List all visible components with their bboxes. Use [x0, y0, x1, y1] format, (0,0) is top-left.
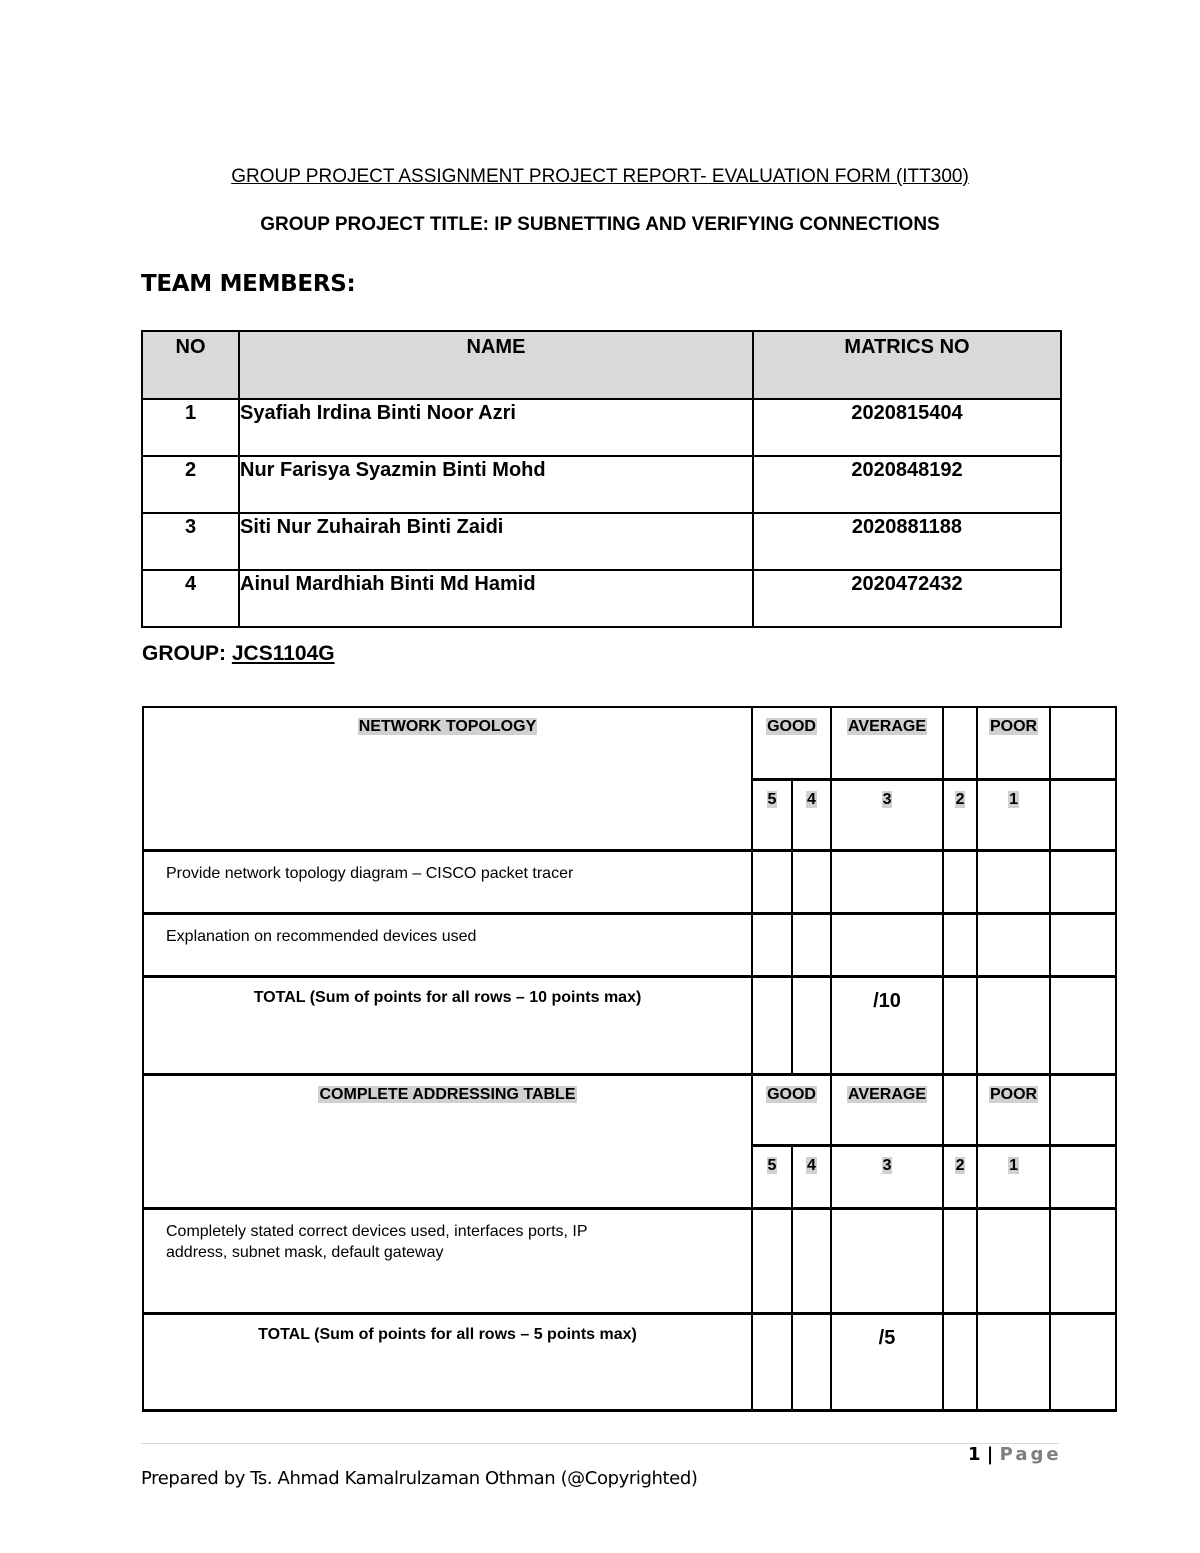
- page-number-value: 1: [968, 1444, 981, 1465]
- group-label: GROUP:: [142, 642, 232, 665]
- member-matric: 2020815404: [753, 399, 1061, 456]
- total-row: [143, 976, 1116, 1074]
- total-max: /10: [831, 976, 943, 1074]
- criterion-row: [143, 850, 1116, 913]
- poor-label: POOR: [989, 1085, 1038, 1103]
- team-members-label: TEAM MEMBERS:: [141, 271, 356, 297]
- mark-cell[interactable]: [943, 850, 977, 913]
- average-header-cell: [831, 1074, 943, 1145]
- criterion-text: Explanation on recommended devices used: [143, 913, 752, 976]
- page-number: [968, 1444, 1062, 1465]
- poor-label: POOR: [989, 718, 1038, 735]
- project-title: GROUP PROJECT TITLE: IP SUBNETTING AND VERIFYING CONNECTIONS: [260, 214, 940, 235]
- score-5: 5: [767, 1156, 777, 1174]
- mark-cell[interactable]: [1050, 850, 1116, 913]
- criterion-row: [143, 1208, 1116, 1313]
- mark-cell[interactable]: [1050, 1313, 1116, 1410]
- mark-cell[interactable]: [943, 976, 977, 1074]
- mark-cell[interactable]: [792, 1208, 831, 1313]
- average-label: AVERAGE: [848, 718, 926, 735]
- column-header-no: NO: [142, 331, 239, 399]
- score-cell: [977, 779, 1050, 850]
- blank-header-cell: [1050, 1074, 1116, 1145]
- member-matric: 2020472432: [753, 570, 1061, 627]
- criterion-row: [143, 913, 1116, 976]
- mark-cell[interactable]: [1050, 976, 1116, 1074]
- team-members-table: [141, 330, 1062, 628]
- mark-cell[interactable]: [943, 1313, 977, 1410]
- good-label: GOOD: [767, 718, 816, 735]
- blank-cell: [1050, 779, 1116, 850]
- mark-cell[interactable]: [943, 913, 977, 976]
- score-cell: [977, 1145, 1050, 1208]
- section-title-cell: [143, 1074, 752, 1208]
- blank-cell: [1050, 1145, 1116, 1208]
- member-matric: 2020881188: [753, 513, 1061, 570]
- member-matric: 2020848192: [753, 456, 1061, 513]
- mark-cell[interactable]: [752, 1313, 792, 1410]
- mark-cell[interactable]: [792, 850, 831, 913]
- mark-cell[interactable]: [1050, 913, 1116, 976]
- mark-cell[interactable]: [977, 1313, 1050, 1410]
- column-header-matrics: MATRICS NO: [753, 331, 1061, 399]
- group-line: [142, 642, 335, 666]
- members-header-row: [142, 331, 1061, 399]
- section-title: NETWORK TOPOLOGY: [358, 718, 537, 735]
- mark-cell[interactable]: [831, 1208, 943, 1313]
- mark-cell[interactable]: [831, 850, 943, 913]
- criterion-text: Completely stated correct devices used, interfaces ports, IP address, subnet mask, default gateway: [143, 1208, 752, 1313]
- mark-cell[interactable]: [977, 1208, 1050, 1313]
- member-name: Syafiah Irdina Binti Noor Azri: [239, 399, 753, 456]
- score-2: 2: [955, 790, 965, 808]
- blank-header-cell: [943, 1074, 977, 1145]
- group-code: JCS1104G: [231, 642, 335, 665]
- column-header-name: NAME: [239, 331, 753, 399]
- score-cell: [943, 779, 977, 850]
- member-no: 1: [142, 399, 239, 456]
- form-title: GROUP PROJECT ASSIGNMENT PROJECT REPORT- EVALUATION FORM (ITT300): [231, 166, 969, 187]
- table-row: [142, 456, 1061, 513]
- score-1: 1: [1009, 1156, 1018, 1174]
- mark-cell[interactable]: [977, 976, 1050, 1074]
- page-separator: |: [980, 1444, 1000, 1465]
- table-row: [142, 570, 1061, 627]
- poor-header-cell: [977, 1074, 1050, 1145]
- score-1: 1: [1009, 790, 1018, 808]
- score-cell: [752, 779, 792, 850]
- blank-header-cell: [1050, 707, 1116, 779]
- score-3: 3: [882, 790, 892, 808]
- score-cell: [831, 1145, 943, 1208]
- member-name: Ainul Mardhiah Binti Md Hamid: [239, 570, 753, 627]
- score-2: 2: [955, 1156, 965, 1174]
- mark-cell[interactable]: [792, 976, 831, 1074]
- good-header-cell: [752, 1074, 831, 1145]
- mark-cell[interactable]: [792, 1313, 831, 1410]
- mark-cell[interactable]: [977, 913, 1050, 976]
- average-label: AVERAGE: [848, 1085, 926, 1103]
- mark-cell[interactable]: [752, 976, 792, 1074]
- member-no: 2: [142, 456, 239, 513]
- good-label: GOOD: [767, 1085, 816, 1103]
- mark-cell[interactable]: [831, 913, 943, 976]
- table-row: [142, 399, 1061, 456]
- score-cell: [943, 1145, 977, 1208]
- score-cell: [831, 779, 943, 850]
- mark-cell[interactable]: [752, 850, 792, 913]
- criterion-text: Provide network topology diagram – CISCO packet tracer: [143, 850, 752, 913]
- member-no: 3: [142, 513, 239, 570]
- total-row: [143, 1313, 1116, 1410]
- mark-cell[interactable]: [752, 913, 792, 976]
- poor-header-cell: [977, 707, 1050, 779]
- mark-cell[interactable]: [792, 913, 831, 976]
- section-title-cell: [143, 707, 752, 850]
- score-cell: [792, 779, 831, 850]
- score-cell: [792, 1145, 831, 1208]
- prepared-by: Prepared by Ts. Ahmad Kamalrulzaman Othman (@Copyrighted): [141, 1468, 698, 1489]
- footer-divider: [141, 1443, 1059, 1444]
- blank-header-cell: [943, 707, 977, 779]
- score-4: 4: [807, 790, 816, 808]
- evaluation-rubric-table: [142, 706, 1117, 1412]
- section-title: COMPLETE ADDRESSING TABLE: [319, 1085, 576, 1103]
- average-header-cell: [831, 707, 943, 779]
- mark-cell[interactable]: [1050, 1208, 1116, 1313]
- good-header-cell: [752, 707, 831, 779]
- score-cell: [752, 1145, 792, 1208]
- score-3: 3: [882, 1156, 892, 1174]
- section-header-row: [143, 707, 1116, 779]
- member-no: 4: [142, 570, 239, 627]
- mark-cell[interactable]: [977, 850, 1050, 913]
- table-row: [142, 513, 1061, 570]
- section-header-row: [143, 1074, 1116, 1145]
- mark-cell[interactable]: [943, 1208, 977, 1313]
- score-5: 5: [767, 790, 777, 808]
- score-4: 4: [807, 1156, 816, 1174]
- mark-cell[interactable]: [752, 1208, 792, 1313]
- total-label: TOTAL (Sum of points for all rows – 5 points max): [143, 1313, 752, 1410]
- total-max: /5: [831, 1313, 943, 1410]
- member-name: Siti Nur Zuhairah Binti Zaidi: [239, 513, 753, 570]
- member-name: Nur Farisya Syazmin Binti Mohd: [239, 456, 753, 513]
- page-word: Page: [999, 1444, 1062, 1465]
- total-label: TOTAL (Sum of points for all rows – 10 points max): [143, 976, 752, 1074]
